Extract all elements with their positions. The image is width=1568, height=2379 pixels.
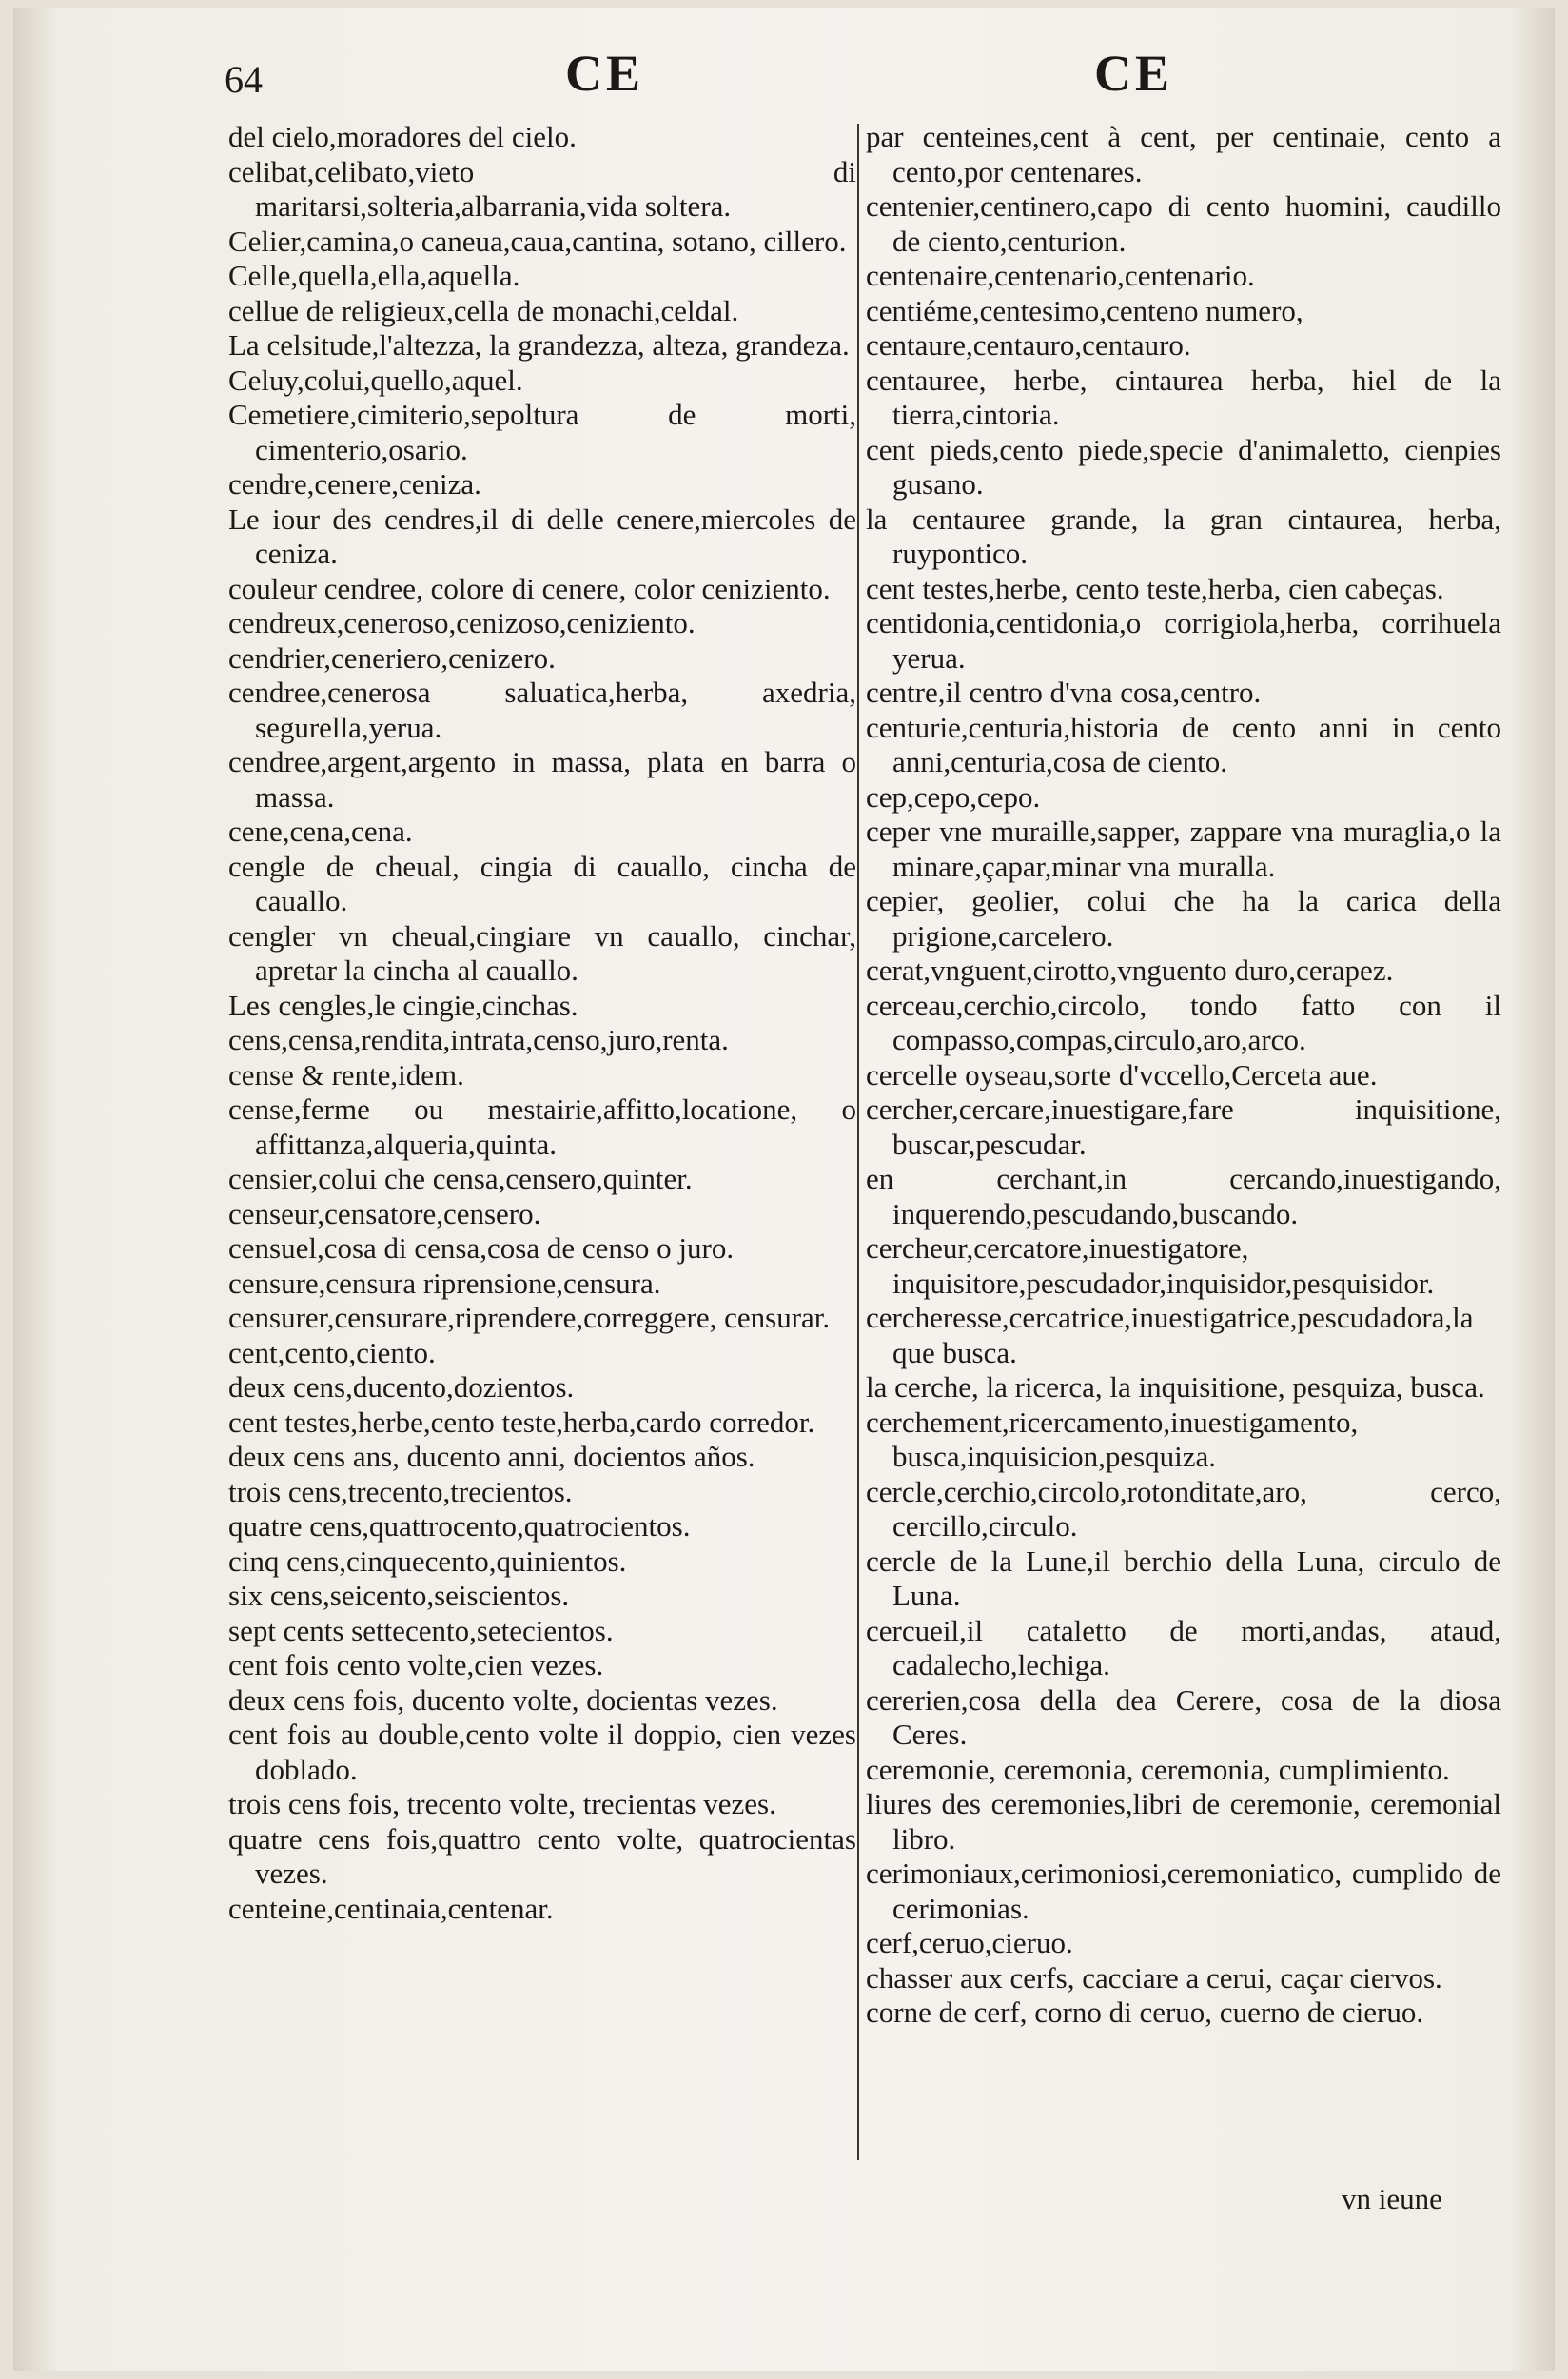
left-column: [228, 120, 856, 1926]
dictionary-entry: cendree,cenerosa saluatica,herba, axedria, segurella,yerua.: [228, 676, 856, 744]
dictionary-entry: cercheur,cercatore,inuestigatore, inquisitore,pescudador,inquisidor,pesquisidor.: [866, 1231, 1435, 1300]
dictionary-entry: liures des ceremonies,libri de ceremonie, ceremonial libro.: [866, 1787, 1501, 1856]
dictionary-entry: celibat,celibato,vieto di maritarsi,solteria,albarrania,vida soltera.: [228, 154, 856, 223]
dictionary-entry: couleur cendree, colore di cenere, color ceniziento.: [228, 571, 831, 605]
dictionary-entry: cercher,cercare,inuestigare,fare inquisitione, buscar,pescudar.: [866, 1092, 1501, 1161]
dictionary-entry: trois cens,trecento,trecientos.: [228, 1474, 573, 1508]
dictionary-entry: cent testes,herbe, cento teste,herba, cien cabeças.: [866, 571, 1444, 605]
dictionary-entry: La celsitude,l'altezza, la grandezza, alteza, grandeza.: [228, 328, 850, 362]
dictionary-entry: cerceau,cerchio,circolo, tondo fatto con il compasso,compas,circulo,aro,arco.: [866, 988, 1501, 1056]
dictionary-entry: cengler vn cheual,cingiare vn cauallo, cinchar, apretar la cincha al cauallo.: [228, 918, 856, 987]
dictionary-entry: cendreux,ceneroso,cenizoso,ceniziento.: [228, 606, 696, 639]
dictionary-entry: cent pieds,cento piede,specie d'animaletto, cienpies gusano.: [866, 432, 1501, 501]
dictionary-entry: cendre,cenere,ceniza.: [228, 467, 481, 501]
dictionary-entry: centeine,centinaia,centenar.: [228, 1891, 554, 1925]
dictionary-entry: cellue de religieux,cella de monachi,celdal.: [228, 293, 739, 327]
dictionary-entry: la cerche, la ricerca, la inquisitione, pesquiza, busca.: [866, 1370, 1485, 1404]
dictionary-entry: cererien,cosa della dea Cerere, cosa de la diosa Ceres.: [866, 1682, 1501, 1751]
dictionary-entry: chasser aux cerfs, cacciare a cerui, caçar ciervos.: [866, 1960, 1442, 1995]
dictionary-entry: cent fois cento volte,cien vezes.: [228, 1648, 604, 1681]
dictionary-entry: del cielo,moradores del cielo.: [228, 120, 577, 153]
dictionary-entry: deux cens ans, ducento anni, docientos años.: [228, 1440, 755, 1473]
dictionary-entry: ceper vne muraille,sapper, zappare vna muraglia,o la minare,çapar,minar vna muralla.: [866, 815, 1501, 883]
dictionary-entry: cercelle oyseau,sorte d'vccello,Cerceta aue.: [866, 1057, 1378, 1091]
dictionary-entry: centidonia,centidonia,o corrigiola,herba, corrihuela yerua.: [866, 606, 1501, 675]
dictionary-entry: censuel,cosa di censa,cosa de censo o juro.: [228, 1231, 735, 1265]
dictionary-entry: cinq cens,cinquecento,quinientos.: [228, 1543, 627, 1578]
dictionary-entry: corne de cerf, corno di ceruo, cuerno de cieruo.: [866, 1996, 1424, 2029]
dictionary-entry: cercheresse,cercatrice,inuestigatrice,pescudadora,la que busca.: [866, 1301, 1474, 1369]
dictionary-entry: censier,colui che censa,censero,quinter.: [228, 1162, 693, 1195]
dictionary-entry: cerimoniaux,cerimoniosi,ceremoniatico, cumplido de cerimonias.: [866, 1857, 1501, 1925]
dictionary-entry: cerchement,ricercamento,inuestigamento, busca,inquisicion,pesquiza.: [866, 1405, 1359, 1473]
dictionary-entry: cerat,vnguent,cirotto,vnguento duro,cerapez.: [866, 954, 1394, 987]
guide-word-right: CE: [1094, 45, 1174, 102]
dictionary-entry: cerf,ceruo,cieruo.: [866, 1926, 1073, 1959]
dictionary-entry: Celier,camina,o caneua,caua,cantina, sotano, cillero.: [228, 224, 847, 258]
dictionary-entry: cercle de la Lune,il berchio della Luna, circulo de Luna.: [866, 1543, 1501, 1612]
book-page: [13, 8, 1555, 2371]
dictionary-entry: Les cengles,le cingie,cinchas.: [228, 988, 578, 1022]
dictionary-entry: censure,censura riprensione,censura.: [228, 1266, 661, 1300]
dictionary-entry: cep,cepo,cepo.: [866, 779, 1041, 814]
guide-word-left: CE: [565, 45, 645, 102]
dictionary-entry: cengle de cheual, cingia di cauallo, cincha de cauallo.: [228, 849, 856, 917]
dictionary-entry: sept cents settecento,setecientos.: [228, 1613, 614, 1647]
dictionary-entry: cent fois au double,cento volte il doppio, cien vezes doblado.: [228, 1718, 856, 1786]
dictionary-entry: cene,cena,cena.: [228, 815, 413, 848]
dictionary-entry: par centeines,cent à cent, per centinaie, cento a cento,por centenares.: [866, 120, 1501, 188]
dictionary-entry: censurer,censurare,riprendere,correggere, censurar.: [228, 1301, 831, 1334]
dictionary-entry: cendree,argent,argento in massa, plata en barra o massa.: [228, 745, 856, 814]
dictionary-entry: la centauree grande, la gran cintaurea, herba, ruypontico.: [866, 501, 1501, 570]
dictionary-entry: cens,censa,rendita,intrata,censo,juro,renta.: [228, 1023, 729, 1056]
dictionary-entry: ceremonie, ceremonia, ceremonia, cumplimiento.: [866, 1752, 1450, 1786]
dictionary-entry: six cens,seicento,seiscientos.: [228, 1579, 570, 1612]
dictionary-entry: trois cens fois, trecento volte, trecientas vezes.: [228, 1787, 776, 1820]
page-number: 64: [225, 58, 263, 101]
catchword: vn ieune: [1342, 2182, 1442, 2215]
dictionary-entry: quatre cens,quattrocento,quatrocientos.: [228, 1509, 691, 1543]
dictionary-entry: Cemetiere,cimiterio,sepoltura de morti, cimenterio,osario.: [228, 398, 856, 466]
dictionary-entry: cercueil,il cataletto de morti,andas, ataud, cadalecho,lechiga.: [866, 1613, 1501, 1681]
dictionary-entry: en cerchant,in cercando,inuestigando, inquerendo,pescudando,buscando.: [866, 1162, 1501, 1230]
dictionary-entry: cepier, geolier, colui che ha la carica della prigione,carcelero.: [866, 884, 1501, 953]
dictionary-entry: cense,ferme ou mestairie,affitto,locatione, o affittanza,alqueria,quinta.: [228, 1092, 856, 1161]
dictionary-entry: Le iour des cendres,il di delle cenere,miercoles de ceniza.: [228, 501, 856, 570]
dictionary-entry: cense & rente,idem.: [228, 1057, 464, 1091]
dictionary-entry: cent testes,herbe,cento teste,herba,cardo corredor.: [228, 1405, 815, 1439]
dictionary-entry: censeur,censatore,censero.: [228, 1196, 541, 1230]
dictionary-entry: cercle,cerchio,circolo,rotonditate,aro, cerco, cercillo,circulo.: [866, 1474, 1501, 1543]
dictionary-entry: quatre cens fois,quattro cento volte, quatrocientas vezes.: [228, 1821, 856, 1890]
dictionary-entry: Celuy,colui,quello,aquel.: [228, 363, 523, 397]
column-rule: [857, 124, 859, 2160]
dictionary-entry: centenaire,centenario,centenario.: [866, 259, 1255, 292]
dictionary-entry: cent,cento,ciento.: [228, 1335, 436, 1369]
dictionary-entry: deux cens fois, ducento volte, docientas vezes.: [228, 1682, 778, 1717]
dictionary-entry: deux cens,ducento,dozientos.: [228, 1370, 575, 1404]
dictionary-entry: centaure,centauro,centauro.: [866, 328, 1191, 362]
dictionary-entry: centauree, herbe, cintaurea herba, hiel de la tierra,cintoria.: [866, 363, 1501, 431]
running-header: [13, 44, 1555, 120]
dictionary-entry: centre,il centro d'vna cosa,centro.: [866, 676, 1262, 709]
dictionary-entry: centiéme,centesimo,centeno numero,: [866, 293, 1303, 327]
dictionary-entry: cendrier,ceneriero,cenizero.: [228, 640, 556, 675]
right-column: [866, 120, 1501, 2031]
dictionary-entry: Celle,quella,ella,aquella.: [228, 259, 520, 292]
dictionary-entry: centenier,centinero,capo di cento huomini, caudillo de ciento,centurion.: [866, 189, 1501, 258]
dictionary-entry: centurie,centuria,historia de cento anni in cento anni,centuria,cosa de ciento.: [866, 710, 1501, 778]
